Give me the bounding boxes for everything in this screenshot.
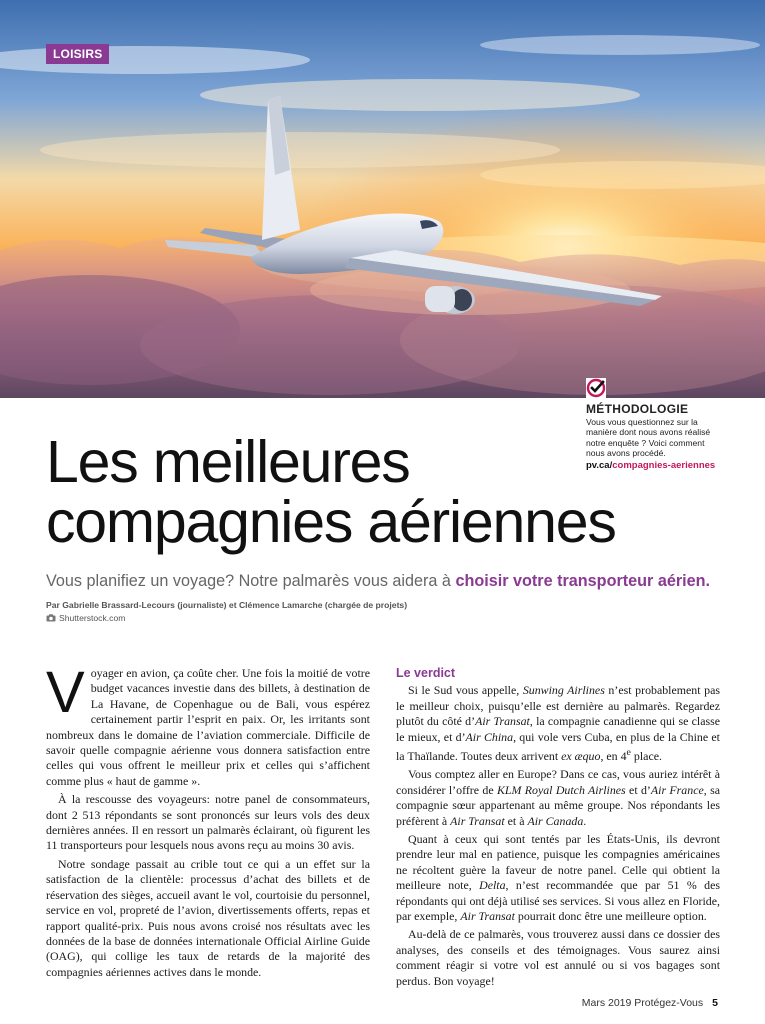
paragraph: Si le Sud vous appelle, Sunwing Airlines n’est probablement pas le meilleur choix, puisqu’elle est dernière au palmarès. Regardez plutôt du côté d’Air Transat, la compagnie canadienne qui se classe le mieux, et d’Air China, qui vole vers Cuba, en plus de la Chine et la Thaïlande. Toutes deux arrivent ex æquo, en 4e place. [396, 683, 720, 763]
paragraph: À la rescousse des voyageurs: notre panel de consommateurs, dont 2 513 répondants se sont prononcés sur leurs vols des deux dernières années. Il en ressort un palmarès éclairant, où figurent les 11 transporteurs pour lesquels nous avons reçu au moins 30 avis. [46, 792, 370, 853]
paragraph: Quant à ceux qui sont tentés par les États-Unis, ils devront prendre leur mal en patience, puisque les compagnies américaines ne récoltent guère la faveur de notre panel. Celle qui obtient la meilleure note, Delta, n’est recommandée que par 51 % des répondants qui ont déjà utilisé ses services. Si vous allez en Floride, par exemple, Air Transat pourrait donc être une meilleure option. [396, 832, 721, 924]
article-column-right [396, 666, 720, 989]
methodology-title: MÉTHODOLOGIE [586, 402, 689, 416]
airplane-sunset-photo [0, 0, 765, 398]
subtitle: Vous planifiez un voyage? Notre palmarès vous aidera à choisir votre transporteur aérien. [46, 572, 711, 590]
page-number: 5 [712, 997, 718, 1009]
paragraph: Notre sondage passait au crible tout ce qui a un effet sur la satisfaction de la clientèle: processus d’achat des billets et de réservation des sièges, accueil avant le vol, courtoisie du personnel, service en vol, propreté de l’avion, divertissements offerts, repas et rapport qualité-prix. Puis nous avons croisé nos résultats avec les données de la base de données internationale Official Airline Guide (OAG), qui collige les taux de retards de la majorité des compagnies aériennes actives dans le monde. [46, 856, 370, 979]
methodology-text: Vous vous questionnez sur la manière dont nous avons réalisé notre enquête ? Voici comment nous avons procédé. [586, 417, 711, 458]
page-footer [582, 997, 718, 1009]
paragraph: Au-delà de ce palmarès, vous trouverez aussi dans ce dossier des analyses, des conseils et des témoignages. Vous saurez ainsi comment réagir si votre vol est annulé ou si vos bagages sont perdus. Bon voyage! [396, 927, 720, 988]
hero-image [0, 0, 765, 398]
camera-icon [46, 614, 56, 622]
section-tag: LOISIRS [46, 44, 109, 64]
checkmark-badge-icon [586, 378, 606, 398]
byline: Par Gabrielle Brassard-Lecours (journaliste) et Clémence Lamarche (chargée de projets) [46, 600, 408, 610]
photo-credit: Shutterstock.com [46, 613, 125, 623]
methodology-link[interactable]: pv.ca/compagnies-aeriennes [586, 460, 716, 472]
drop-cap: V [46, 660, 85, 725]
paragraph: Voyager en avion, ça coûte cher. Une fois la moitié de votre budget vacances investie dans des billets, à destination de La Havane, de Copenhague ou de Bali, vous espérez certainement partir l’esprit en paix. Or, les irritants sont nombreux dans le domaine de l’aviation commerciale. Difficile de savoir quelle compagnie aérienne vous donnera satisfaction entre celles qui vous offrent le meilleur prix et celles qui s’affichent comme plus « haut de gamme ». [46, 660, 370, 788]
issue-info: Mars 2019 Protégez-Vous [581, 997, 704, 1009]
article-column-left [46, 660, 370, 980]
paragraph: Vous comptez aller en Europe? Dans ce cas, vous auriez intérêt à considérer l’offre de KLM Royal Dutch Airlines et d’Air France, sa compagnie sœur appartenant au même groupe. Nos répondants les préfèrent à Air Transat et à Air Canada. [396, 767, 720, 828]
section-heading: Le verdict [396, 666, 456, 680]
page-title: Les meilleures compagnies aériennes [46, 429, 616, 555]
